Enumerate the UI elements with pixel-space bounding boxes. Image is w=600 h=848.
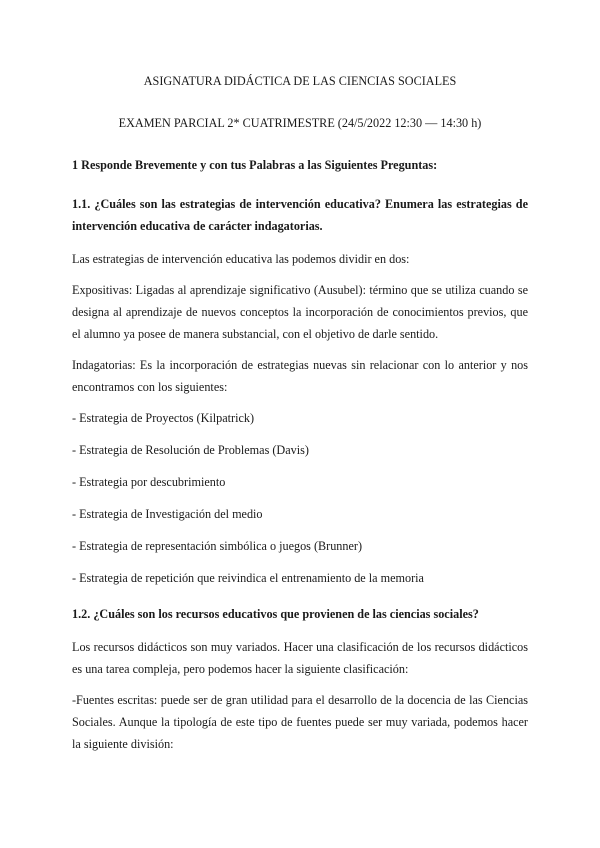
answer-1-indagatorias: Indagatorias: Es la incorporación de estrategias nuevas sin relacionar con lo anterior y nos encontramos con los siguientes: <box>72 358 528 394</box>
question-1-2: 1.2. ¿Cuáles son los recursos educativos que provienen de las ciencias sociales? <box>72 607 479 621</box>
answer-2-intro: Los recursos didácticos son muy variados. Hacer una clasificación de los recursos didácticos es una tarea compleja, pero podemos hacer la siguiente clasificación: <box>72 640 528 676</box>
document-title: ASIGNATURA DIDÁCTICA DE LAS CIENCIAS SOCIALES <box>143 74 457 88</box>
answer-1-intro: Las estrategias de intervención educativa las podemos dividir en dos: <box>72 252 410 266</box>
strategy-list-item: - Estrategia de representación simbólica o juegos (Brunner) <box>72 539 363 553</box>
question-1-1: 1.1. ¿Cuáles son las estrategias de intervención educativa? Enumera las estrategias de intervención educativa de carácter indagatorias. <box>72 197 528 233</box>
strategy-list-item: - Estrategia de Resolución de Problemas (Davis) <box>72 443 309 457</box>
strategy-list-item: - Estrategia de repetición que reivindica el entrenamiento de la memoria <box>72 571 424 585</box>
strategy-list-item: - Estrategia de Proyectos (Kilpatrick) <box>72 411 255 425</box>
strategy-list-item: - Estrategia de Investigación del medio <box>72 507 263 521</box>
document-content <box>72 70 528 764</box>
strategy-list-item: - Estrategia por descubrimiento <box>72 475 226 489</box>
answer-2-fuentes-escritas: -Fuentes escritas: puede ser de gran utilidad para el desarrollo de la docencia de las Ciencias Sociales. Aunque la tipología de este tipo de fuentes puede ser muy variada, podemos hacer la siguiente división: <box>72 693 528 751</box>
answer-1-expositivas: Expositivas: Ligadas al aprendizaje significativo (Ausubel): término que se utiliza cuando se designa al aprendizaje de nuevos conceptos la incorporación de conocimientos previos, que el alumno ya posee de manera substancial, con el objetivo de darle sentido. <box>72 283 528 341</box>
section-heading: 1 Responde Brevemente y con tus Palabras a las Siguientes Preguntas: <box>72 158 438 172</box>
exam-subtitle: EXAMEN PARCIAL 2* CUATRIMESTRE (24/5/2022 12:30 — 14:30 h) <box>118 116 482 130</box>
